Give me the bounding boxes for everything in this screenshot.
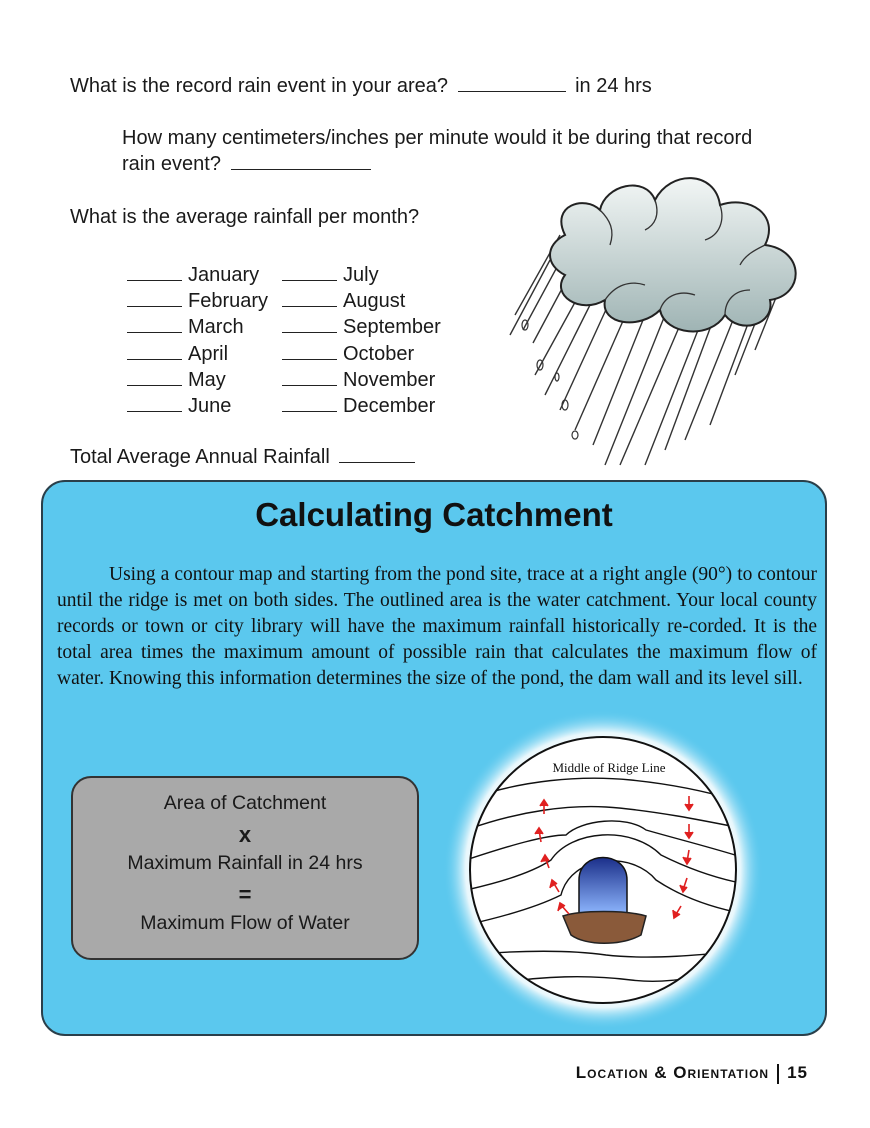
month-entry[interactable]: March [127, 314, 282, 340]
footer-section-title: Location & Orientation [575, 1063, 770, 1082]
month-entry[interactable]: July [282, 262, 379, 288]
month-entry[interactable]: December [282, 393, 435, 419]
pond-icon [579, 858, 627, 916]
ridge-line-label: Middle of Ridge Line [552, 760, 666, 775]
month-entry[interactable]: October [282, 341, 414, 367]
panel-title: Calculating Catchment [255, 496, 613, 533]
month-entry[interactable]: August [282, 288, 405, 314]
question-record-rain [70, 73, 652, 99]
catchment-panel [41, 480, 827, 1036]
question-annual-text: Total Average Annual Rainfall [70, 446, 330, 468]
panel-paragraph: Using a contour map and starting from the pond site, trace at a right angle (90°) to contour until the ridge is met on both sides. The outlined area is the water catchment. Your local county records or town or city library will have the maximum rainfall historically re-corded. It is the total area times the maximum amount of possible rain that calculates the maximum flow of water. Knowing this information determines the size of the pond, the dam wall and its level sill. [57, 564, 817, 689]
formula-multiply: x [238, 822, 252, 847]
record-rain-suffix: in 24 hrs [575, 75, 652, 97]
catchment-contour-diagram [431, 710, 771, 1030]
question-per-minute-line2: rain event? [122, 153, 221, 175]
annual-blank[interactable] [339, 444, 415, 463]
formula-line-area: Area of Catchment [163, 792, 327, 814]
footer-separator [777, 1064, 779, 1084]
month-entry[interactable]: April [127, 341, 282, 367]
formula-box [71, 776, 419, 960]
question-monthly: What is the average rainfall per month? [70, 206, 420, 228]
question-record-rain-text: What is the record rain event in your area? [70, 75, 448, 97]
formula-line-flow: Maximum Flow of Water [140, 912, 350, 934]
formula-equals: = [238, 882, 252, 907]
month-entry[interactable]: November [282, 367, 435, 393]
month-entry[interactable]: May [127, 367, 282, 393]
month-entry[interactable]: January [127, 262, 282, 288]
record-rain-blank[interactable] [458, 73, 566, 92]
month-entry[interactable]: February [127, 288, 282, 314]
rain-cloud-illustration [505, 165, 815, 470]
cloud-shape [550, 178, 796, 331]
question-annual [70, 444, 419, 470]
page-footer [576, 1063, 808, 1084]
page-number: 15 [787, 1063, 808, 1082]
dam-wall-icon [563, 912, 646, 944]
monthly-rainfall-list [127, 262, 441, 419]
formula-line-rainfall: Maximum Rainfall in 24 hrs [127, 852, 363, 874]
month-entry[interactable]: September [282, 314, 441, 340]
month-entry[interactable]: June [127, 393, 282, 419]
rain-drops [522, 320, 578, 439]
question-per-minute-line1: How many centimeters/inches per minute would it be during that record [122, 127, 753, 149]
per-minute-blank[interactable] [231, 151, 371, 170]
